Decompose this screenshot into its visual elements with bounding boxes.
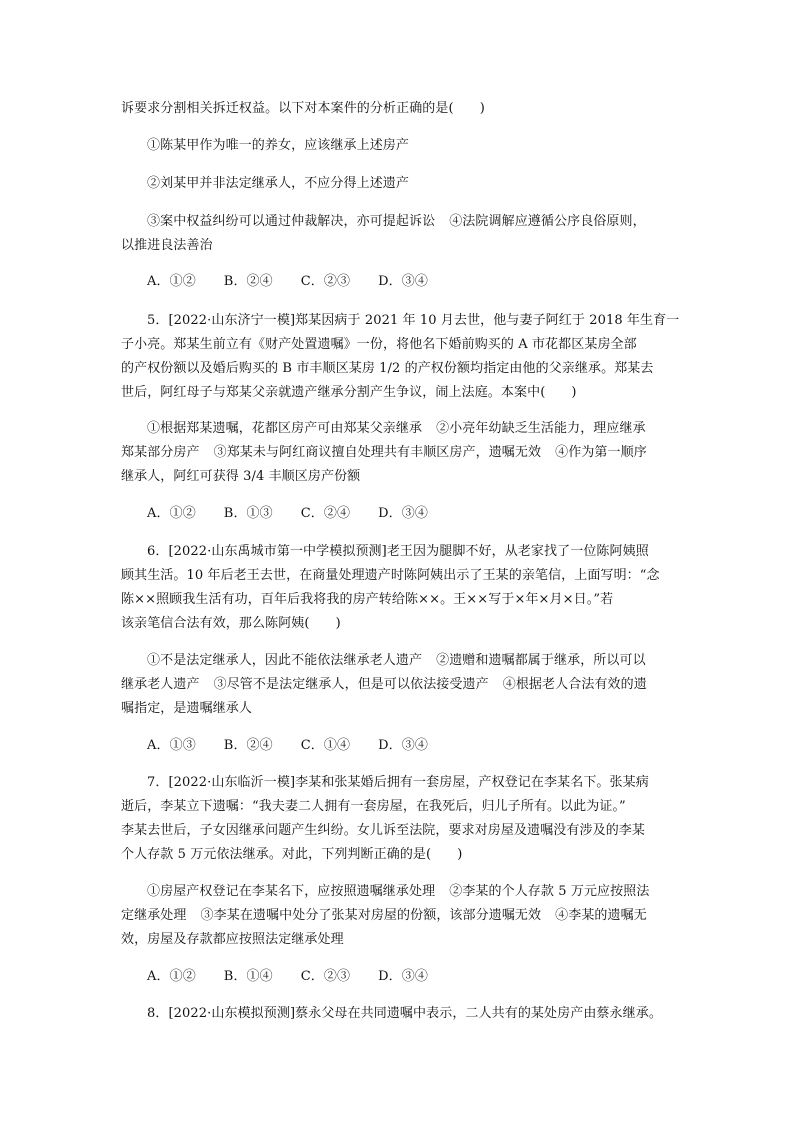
q5-option-d[interactable]: D．③④: [378, 506, 428, 521]
q4-option-b[interactable]: B．②④: [223, 274, 273, 289]
q7-option-c[interactable]: C．②③: [300, 969, 351, 984]
q7-stem-line-2: 逝后，李某立下遗嘱：“我夫妻二人拥有一套房屋，在我死后，归儿子所有。以此为证。”: [121, 799, 626, 814]
q5-option-a[interactable]: A．①②: [147, 506, 196, 521]
q4-option-d[interactable]: D．③④: [378, 274, 428, 289]
q7-statements-line-3: 效，房屋及存款都应按照法定继承处理: [121, 932, 344, 947]
q5-statements-line-2: 郑某部分房产 ③郑某未与阿红商议擅自处理共有丰顺区房产，遗嘱无效 ④作为第一顺序: [121, 445, 647, 460]
q7-option-d[interactable]: D．③④: [378, 969, 428, 984]
q6-stem-line-4: 该亲笔信合法有效，那么陈阿姨( ): [121, 616, 341, 631]
q6-stem-line-1: 6．[2022·山东禹城市第一中学模拟预测]老王因为腿脚不好，从老家找了一位陈阿姨照: [147, 544, 649, 559]
q4-statement-2: ②刘某甲并非法定继承人，不应分得上述遗产: [147, 176, 410, 191]
q4-statement-1: ①陈某甲作为唯一的养女，应该继承上述房产: [147, 138, 410, 153]
q6-stem-line-2: 顾其生活。10 年后老王去世，在商量处理遗产时陈阿姨出示了王某的亲笔信，上面写明：“念: [121, 568, 660, 583]
q6-statements-line-2: 继承老人遗产 ③尽管不是法定继承人，但是可以依法接受遗产 ④根据老人合法有效的遗: [121, 677, 647, 692]
q5-statements-line-1: ①根据郑某遗嘱，花都区房产可由郑某父亲继承 ②小亮年幼缺乏生活能力，理应继承: [147, 421, 646, 436]
q4-statement-4-cont: 以推进良法善治: [121, 238, 213, 253]
q5-option-c[interactable]: C．②④: [300, 506, 351, 521]
q7-stem-line-3: 李某去世后，子女因继承问题产生纠纷。女儿诉至法院，要求对房屋及遗嘱没有涉及的李某: [121, 823, 646, 838]
q4-option-a[interactable]: A．①②: [147, 274, 196, 289]
q7-option-a[interactable]: A．①②: [147, 969, 196, 984]
q8-stem-line-1: 8．[2022·山东模拟预测]蔡永父母在共同遗嘱中表示，二人共有的某处房产由蔡永继承。: [147, 1006, 662, 1021]
q7-stem-line-4: 个人存款 5 万元依法继承。对此，下列判断正确的是( ): [121, 847, 463, 862]
q6-options: [147, 738, 456, 754]
q4-options: [147, 274, 456, 290]
q7-options: [147, 969, 456, 985]
q5-option-b[interactable]: B．①③: [223, 506, 273, 521]
q6-option-b[interactable]: B．②④: [223, 738, 273, 753]
q5-stem-line-2: 子小亮。郑某生前立有《财产处置遗嘱》一份，将他名下婚前购买的 A 市花都区某房全部: [121, 337, 637, 352]
q5-statements-line-3: 继承人，阿红可获得 3/4 丰顺区房产份额: [121, 469, 361, 484]
q7-statements-line-1: ①房屋产权登记在李某名下，应按照遗嘱继承处理 ②李某的个人存款 5 万元应按照法: [147, 884, 650, 899]
q6-option-d[interactable]: D．③④: [378, 738, 428, 753]
q7-statements-line-2: 定继承处理 ③李某在遗嘱中处分了张某对房屋的份额，该部分遗嘱无效 ④李某的遗嘱无: [121, 908, 647, 923]
q5-options: [147, 506, 456, 522]
q6-stem-line-3: 陈××照顾我生活有功，百年后我将我的房产转给陈××。王××写于×年×月×日。”若: [121, 592, 614, 607]
q4-stem-continued: 诉要求分割相关拆迁权益。以下对本案件的分析正确的是( ): [121, 101, 485, 116]
q6-statements-line-3: 嘱指定，是遗嘱继承人: [121, 701, 253, 716]
q5-stem-line-3: 的产权份额以及婚后购买的 B 市丰顺区某房 1/2 的产权份额均指定由他的父亲继承。郑某去: [121, 361, 654, 376]
q5-stem-line-4: 世后，阿红母子与郑某父亲就遗产继承分割产生争议，闹上法庭。本案中( ): [121, 385, 577, 400]
q6-option-a[interactable]: A．①③: [147, 738, 196, 753]
q4-statements-3-4: ③案中权益纠纷可以通过仲裁解决，亦可提起诉讼 ④法院调解应遵循公序良俗原则，: [147, 214, 646, 229]
q6-option-c[interactable]: C．①④: [300, 738, 351, 753]
q7-stem-line-1: 7．[2022·山东临沂一模]李某和张某婚后拥有一套房屋，产权登记在李某名下。张某病: [147, 775, 649, 790]
q5-stem-line-1: 5．[2022·山东济宁一模]郑某因病于 2021 年 10 月去世，他与妻子阿红于 2018 年生育一: [147, 313, 680, 328]
q4-option-c[interactable]: C．②③: [300, 274, 351, 289]
q7-option-b[interactable]: B．①④: [223, 969, 273, 984]
q6-statements-line-1: ①不是法定继承人，因此不能依法继承老人遗产 ②遗赠和遗嘱都属于继承，所以可以: [147, 653, 646, 668]
